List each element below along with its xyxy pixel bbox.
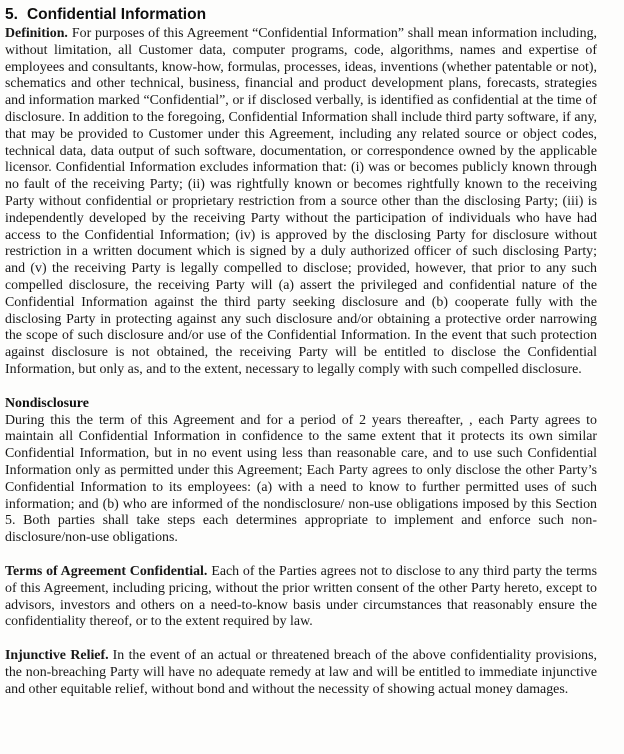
paragraph-text-injunctive-relief: In the event of an actual or threatened breach of the above confidentiality provisions, the non-breaching Party will have no adequate remedy at law and will be entitled to immediate injunctive and other equitable relief, without bond and without the necessity of showing actual money damages.	[5, 648, 597, 697]
paragraph-text-nondisclosure: During this the term of this Agreement and for a period of 2 years thereafter, , each Party agrees to maintain all Confidential Information in confidence to the same extent that it protects its own similar Confidential Information, but in no event using less than reasonable care, and to use such Confidential Information only as permitted under this Agreement; Each Party agrees to only disclose the other Party’s Confidential Information to its employees: (a) with a need to know to further permitted uses of such information; and (b) who are informed of the nondisclosure/ non-use obligations imposed by this Section 5. Both parties shall take steps each determines appropriate to implement and enforce such non-disclosure/non-use obligations.	[5, 412, 597, 546]
paragraph-lead-definition: Definition.	[5, 26, 68, 41]
paragraph-terms-of-agreement	[5, 564, 597, 631]
paragraph-lead-terms-of-agreement: Terms of Agreement Confidential.	[5, 563, 208, 579]
section-heading	[5, 5, 597, 24]
paragraph-injunctive-relief	[5, 648, 597, 698]
subheading-nondisclosure: Nondisclosure	[5, 395, 89, 411]
paragraph-nondisclosure	[5, 413, 597, 547]
paragraph-lead-injunctive-relief: Injunctive Relief.	[5, 648, 109, 664]
paragraph-text-definition: For purposes of this Agreement “Confidential Information” shall mean information including, without limitation, all Customer data, computer programs, code, algorithms, names and expertise of employees and consultants, know-how, formulas, processes, ideas, inventions (whether patentable or not), schematics and other technical, business, financial and product development plans, forecasts, strategies and information marked “Confidential”, or if disclosed verbally, is identified as confidential at the time of disclosure. In addition to the foregoing, Confidential Information shall include third party software, if any, that may be provided to Customer under this Agreement, including any related source or object codes, technical data, data output of such software, documentation, or correspondence owned by the applicable licensor. Confidential Information excludes information that: (i) was or becomes publicly known through no fault of the receiving Party; (ii) was rightfully known or becomes rightfully known to the receiving Party without confidential or proprietary restriction from a source other than the disclosing Party; (iii) is independently developed by the receiving Party without the participation of individuals who have had access to the Confidential Information; (iv) is approved by the disclosing Party for disclosure without restriction in a written document which is signed by a duly authorized officer of such disclosing Party; and (v) the receiving Party is legally compelled to disclose; provided, however, that prior to any such compelled disclosure, the receiving Party will (a) assert the privileged and confidential nature of the Confidential Information against the third party seeking disclosure and (b) cooperate fully with the disclosing Party in protecting against any such disclosure and/or obtaining a protective order narrowing the scope of such disclosure and/or use of the Confidential Information. In the event that such protection against disclosure is not obtained, the receiving Party will be entitled to disclose the Confidential Information, but only as, and to the extent, necessary to legally comply with such compelled disclosure.	[5, 26, 597, 377]
section-title: Confidential Information	[26, 6, 207, 23]
section-number: 5.	[5, 6, 18, 23]
paragraph-text-terms-of-agreement: Each of the Parties agrees not to disclose to any third party the terms of this Agreement, including pricing, without the prior written consent of the other Party hereto, except to advisors, investors and others on a need-to-know basis under circumstances that reasonably ensure the confidentiality thereof, or to the extent required by law.	[5, 563, 597, 630]
paragraph-definition	[5, 26, 597, 379]
